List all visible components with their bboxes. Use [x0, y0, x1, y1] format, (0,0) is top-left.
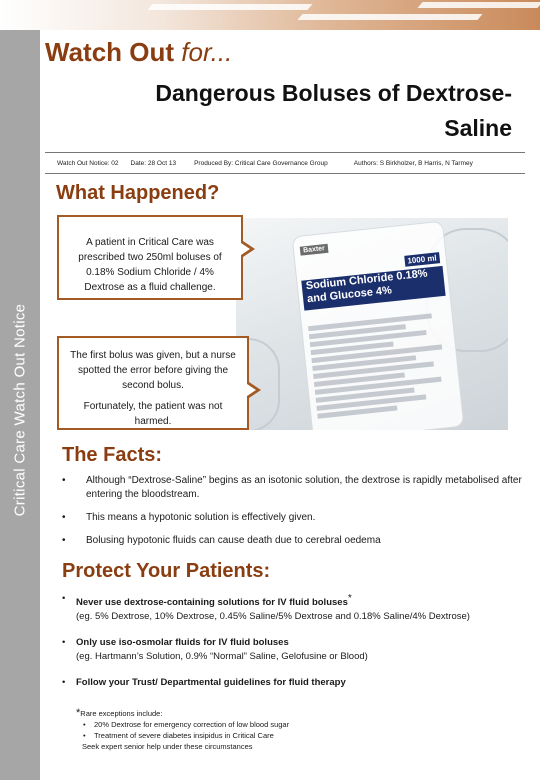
footnote-closing: Seek expert senior help under these circumstances [82, 742, 253, 751]
list-item: • Treatment of severe diabetes insipidus in Critical Care [76, 730, 476, 741]
list-item [62, 592, 522, 624]
notice-date: Date: 28 Oct 13 [130, 159, 177, 167]
protect-list [62, 592, 522, 690]
header-stripe [297, 14, 482, 20]
bag-print [308, 312, 455, 422]
list-item: • This means a hypotonic solution is effectively given. [62, 511, 522, 525]
brand-line [45, 37, 232, 68]
what-happened-heading: What Happened? [56, 182, 220, 204]
header-stripe [147, 4, 312, 10]
list-item [62, 676, 522, 690]
header-stripe [417, 2, 540, 8]
rule-title: Never use dextrose-containing solutions for IV fluid boluses [76, 597, 348, 609]
brand-italic: for... [181, 37, 233, 67]
fluid-bag [292, 221, 465, 430]
iv-fluid-bag-photo [236, 218, 508, 430]
header-band [0, 0, 540, 30]
meta-row [45, 152, 525, 174]
footnote-intro: Rare exceptions include: [80, 709, 163, 718]
rule-detail: (eg. Hartmann’s Solution, 0.9% “Normal” Saline, Gelofusine or Blood) [76, 651, 368, 663]
bag-brand: Baxter [300, 244, 329, 256]
bag-volume: 1000 ml [404, 252, 440, 267]
callout-arrow [243, 241, 255, 257]
notice-number: Watch Out Notice: 02 [57, 159, 119, 167]
list-item [62, 636, 522, 664]
footnote [76, 708, 476, 752]
rule-detail: (eg. 5% Dextrose, 10% Dextrose, 0.45% Saline/5% Dextrose and 0.18% Saline/4% Dextrose) [76, 611, 470, 623]
list-item: • 20% Dextrose for emergency correction of low blood sugar [76, 719, 476, 730]
facts-heading: The Facts: [62, 444, 163, 466]
page-title: Dangerous Boluses of Dextrose-Saline [155, 80, 512, 141]
callout-outcome-note: Fortunately, the patient was not harmed. [83, 401, 223, 427]
protect-heading: Protect Your Patients: [62, 560, 271, 582]
callout-arrow [249, 382, 261, 398]
callout-prescription-text: A patient in Critical Care was prescribed two 250ml boluses of 0.18% Sodium Chloride / 4% Dextrose as a fluid challenge. [78, 237, 222, 293]
bag-label: Sodium Chloride 0.18% and Glucose 4% [301, 266, 445, 311]
callout-outcome [57, 336, 249, 430]
producer: Produced By: Critical Care Governance Group [194, 159, 328, 167]
footnote-mark: * [76, 707, 81, 719]
rule-title: Only use iso-osmolar fluids for IV fluid boluses [76, 637, 289, 649]
facts-list [62, 474, 522, 557]
footnote-mark: * [347, 593, 352, 604]
list-item: • Although “Dextrose-Saline” begins as an isotonic solution, the dextrose is rapidly metabolised after entering the bloodstream. [62, 474, 522, 502]
brand-bold: Watch Out [45, 37, 175, 67]
authors: Authors: S Birkholzer, B Harris, N Tarmey [353, 159, 473, 167]
callout-outcome-text: The first bolus was given, but a nurse spotted the error before giving the second bolus. [70, 350, 236, 391]
footnote-list [76, 719, 476, 741]
side-label: Critical Care Watch Out Notice [11, 303, 29, 517]
callout-prescription [57, 215, 243, 300]
rule-title: Follow your Trust/ Departmental guidelines for fluid therapy [76, 677, 346, 689]
list-item: • Bolusing hypotonic fluids can cause death due to cerebral oedema [62, 534, 522, 548]
